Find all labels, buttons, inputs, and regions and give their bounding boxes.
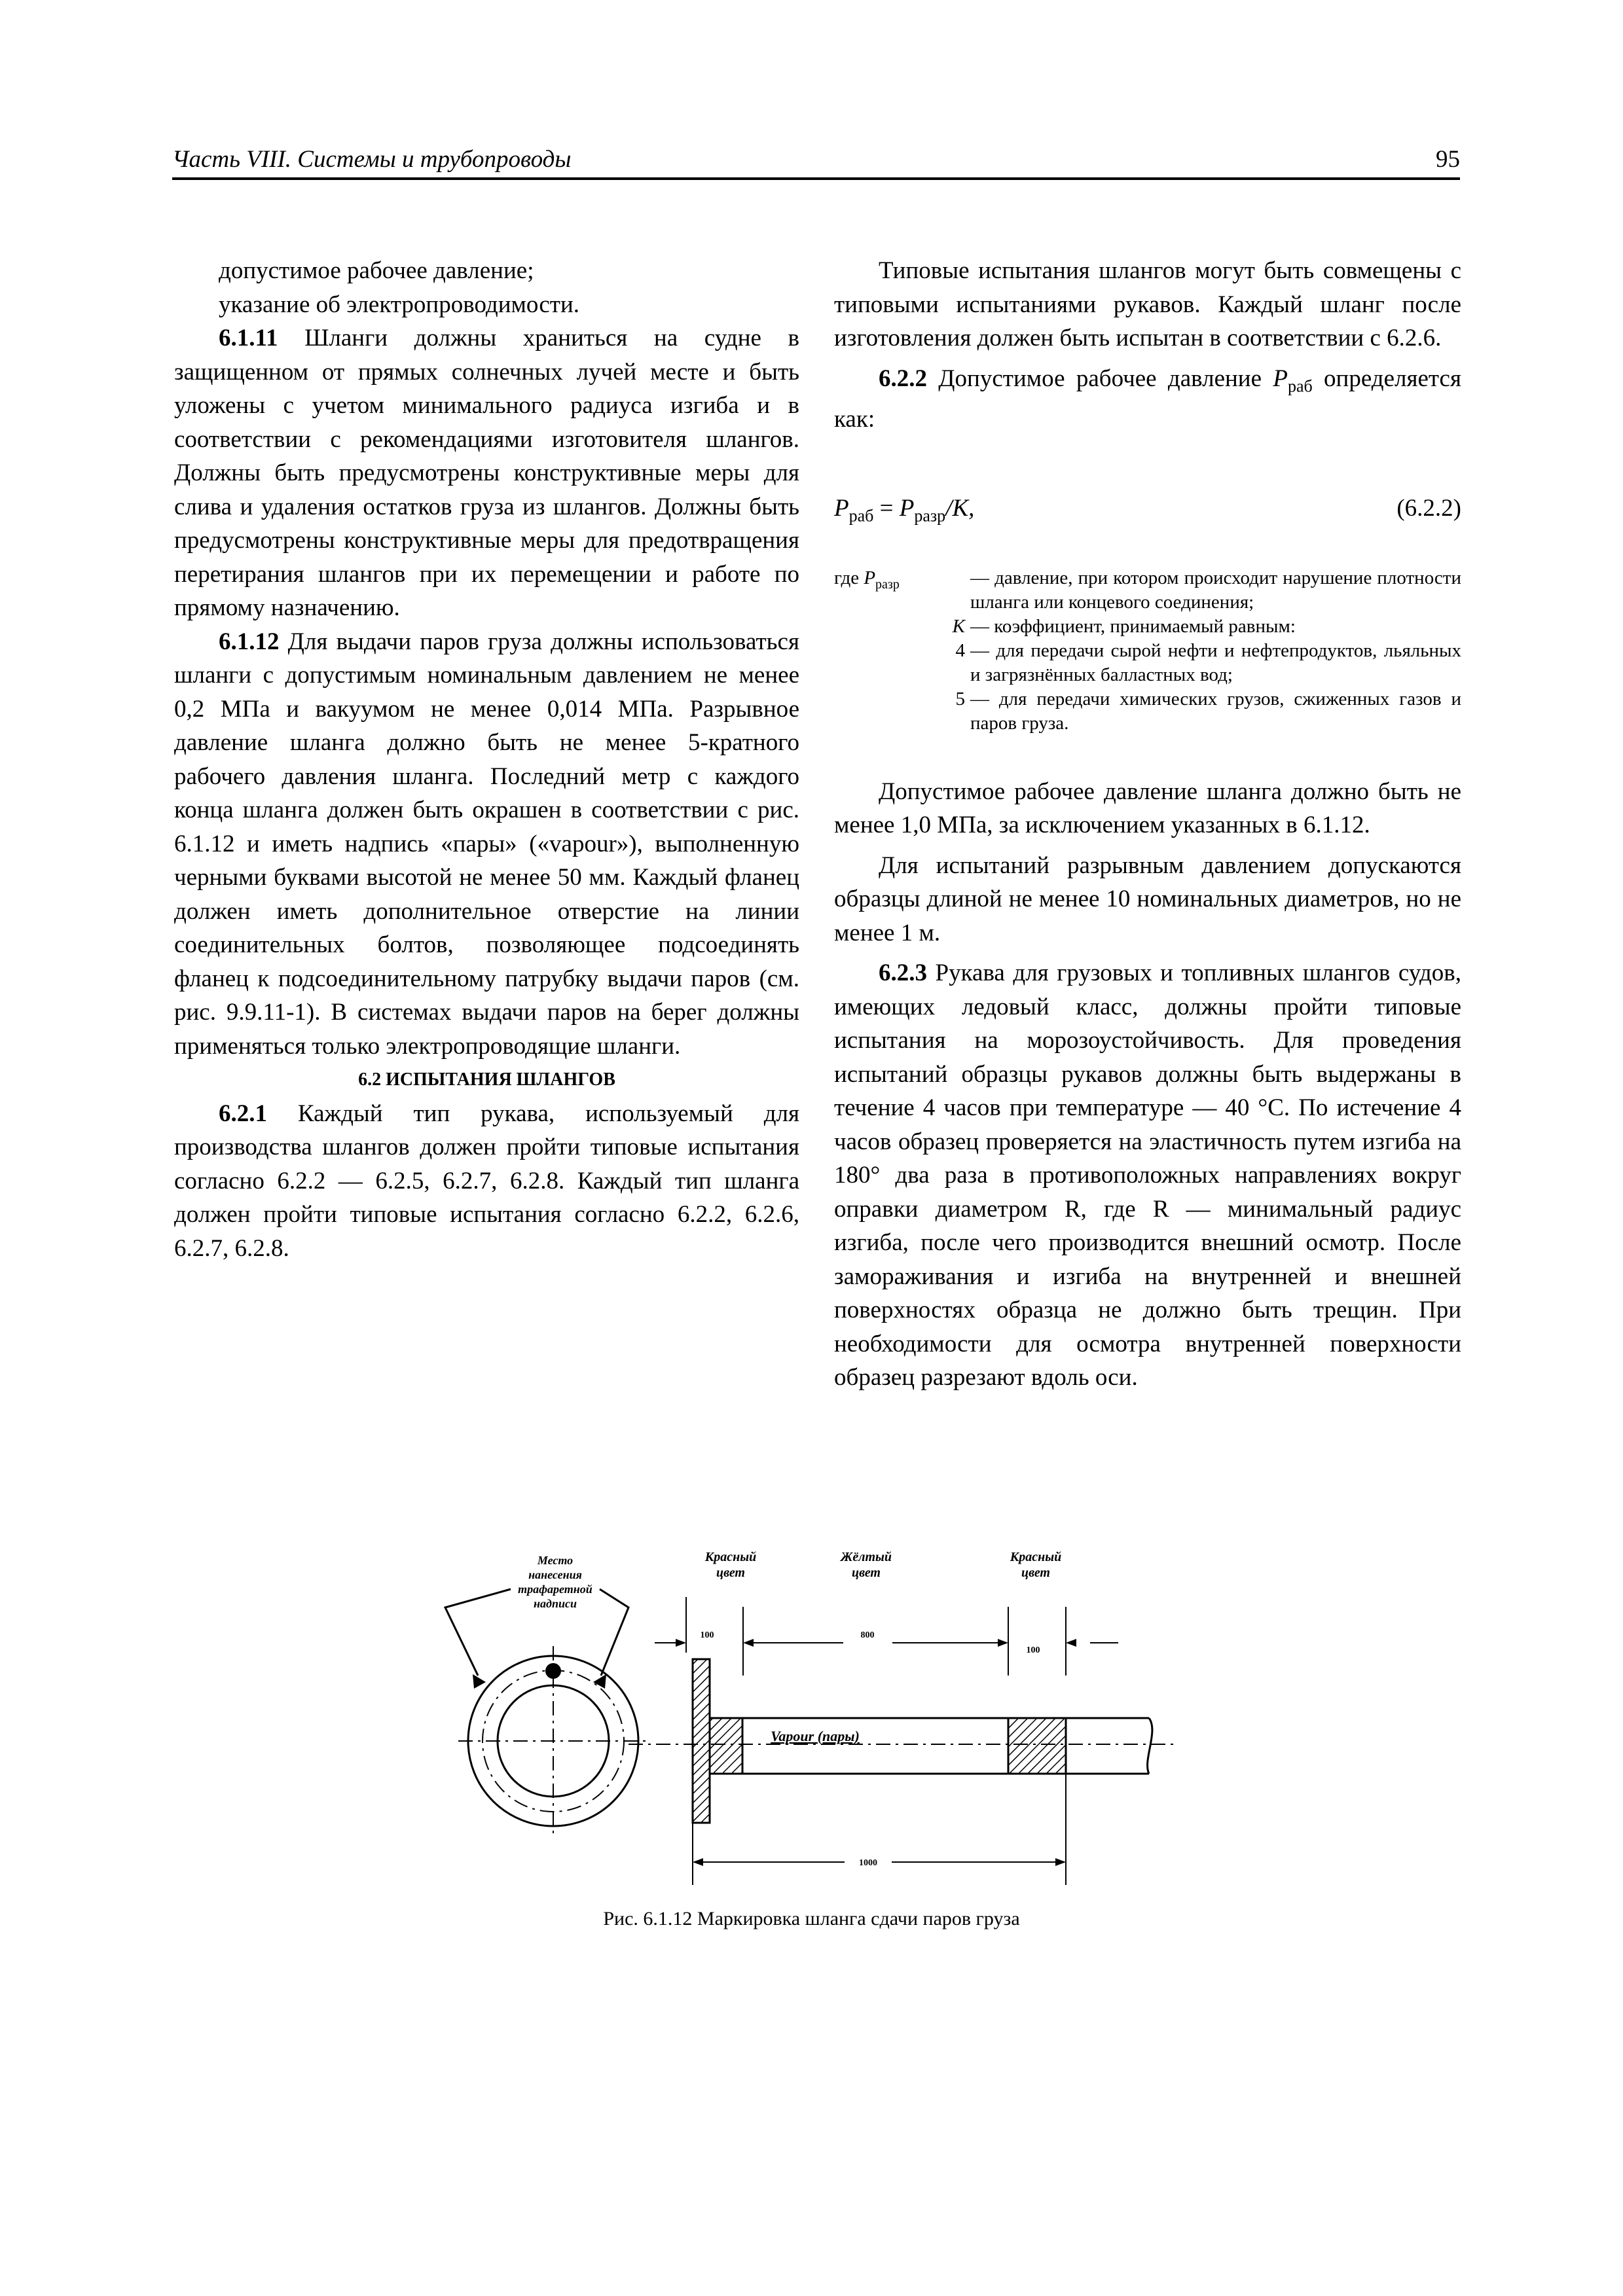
legend-row xyxy=(834,566,1461,615)
paragraph-after-2: Для испытаний разрывным давлением допускаются образцы длиной не менее 10 номинальных диаметров, но не менее 1 м. xyxy=(834,852,1461,946)
color-labels xyxy=(704,1550,1062,1580)
legend-key xyxy=(834,566,970,615)
dimension-label: 1000 xyxy=(859,1858,877,1868)
figure-drawing xyxy=(432,1545,1178,1885)
formula-subscript: разр xyxy=(914,506,946,526)
clause-text: Допустимое рабочее давление xyxy=(927,365,1273,392)
dimension-label: 800 xyxy=(860,1630,875,1640)
color-label: цвет xyxy=(716,1566,745,1580)
header-rule xyxy=(172,177,1460,180)
legend-symbol: K xyxy=(952,615,965,637)
formula-expression xyxy=(834,492,974,533)
color-label: цвет xyxy=(852,1566,881,1580)
flange-side-view xyxy=(693,1659,710,1823)
clause-text: Каждый тип рукава, используемый для производства шлангов должен пройти типовые испытания согласно 6.2.2 — 6.2.5, 6.2.7, 6.2.8. Каждый тип шланга должен пройти типовые испытания согласно 6.2.2, 6.2.6, 6.2.7, 6.2.8. xyxy=(174,1100,799,1262)
red-band-left xyxy=(710,1718,742,1774)
symbol: P xyxy=(1273,365,1288,392)
paragraph-intro: Типовые испытания шлангов могут быть совмещены с типовыми испытаниями рукавов. Каждый шланг после изготовления должен быть испытан в соответствии с 6.2.6. xyxy=(834,257,1461,351)
formula-number: (6.2.2) xyxy=(1396,494,1461,522)
clause-text: Шланги должны храниться на судне в защищенном от прямых солнечных лучей месте и быть уложены с учетом минимального радиуса изгиба и в соответствии с рекомендациями изготовителя шлангов. Должны быть предусмотрены конструктивные меры для слива и удаления остатков груза из шлангов. Должны быть предусмотрены конструктивные меры для предотвращения перетирания шлангов при их перемещении и работе по прямому назначению. xyxy=(174,325,799,621)
formula-symbol: P xyxy=(834,494,849,522)
symbol-subscript: раб xyxy=(1287,376,1313,395)
legend-row xyxy=(834,687,1461,736)
clause-number: 6.1.12 xyxy=(219,628,280,655)
stencil-label xyxy=(518,1554,593,1610)
formula-subscript: раб xyxy=(848,506,874,526)
figure-caption: Рис. 6.1.12 Маркировка шланга сдачи паров груза xyxy=(603,1908,1020,1929)
hose-marking-figure xyxy=(432,1545,1178,1885)
paragraph-line: допустимое рабочее давление; xyxy=(219,257,534,284)
formula-legend xyxy=(834,566,1461,736)
paragraph-6-2-1 xyxy=(174,1097,799,1266)
legend-key: 4 xyxy=(955,639,965,661)
arrow-head-icon xyxy=(593,1674,606,1689)
paragraph-line: указание об электропроводимости. xyxy=(219,291,579,318)
clause-number: 6.2.3 xyxy=(879,960,927,987)
formula-operator: = xyxy=(873,494,900,522)
legend-label: где xyxy=(834,567,864,588)
clause-number: 6.1.11 xyxy=(219,325,278,351)
legend-symbol: P xyxy=(864,567,876,588)
legend-key: 5 xyxy=(955,688,965,709)
legend-row xyxy=(834,639,1461,687)
legend-key xyxy=(834,615,970,639)
legend-subscript: разр xyxy=(875,577,900,592)
clause-number: 6.2.2 xyxy=(879,365,927,392)
stencil-label-line: трафаретной xyxy=(518,1583,593,1596)
section-title: 6.2 ИСПЫТАНИЯ ШЛАНГОВ xyxy=(358,1069,615,1090)
legend-description: — для передачи химических грузов, сжиженных газов и паров груза. xyxy=(970,688,1461,734)
paragraph-6-2-2 xyxy=(834,362,1461,437)
left-column xyxy=(174,254,799,1265)
hose-side-view xyxy=(629,1718,1178,1774)
color-label: Красный xyxy=(1010,1550,1062,1564)
bottom-dimension xyxy=(693,1774,1066,1885)
paragraph-6-2-3 xyxy=(834,956,1461,1395)
arrow-head-icon xyxy=(473,1674,486,1689)
flange-end-view xyxy=(458,1646,648,1836)
stencil-label-line: надписи xyxy=(534,1597,577,1610)
legend-description: — коэффициент, принимаемый равным: xyxy=(970,615,1296,637)
page-number: 95 xyxy=(1436,146,1460,173)
color-label: цвет xyxy=(1021,1566,1050,1580)
clause-text: Для выдачи паров груза должны использоваться шланги с допустимым номинальным давлением не менее 0,2 МПа и вакуумом не менее 0,014 МПа. Разрывное давление шланга должно быть не менее 5-кратного рабочего давления шланга. Последний метр с каждого конца шланга должен быть окрашен в соответствии с рис. 6.1.12 и иметь надпись «пары» («vapour»), выполненную черными буквами высотой не менее 50 мм. Каждый фланец должен иметь дополнительное отверстие на линии соединительных болтов, позволяющее подсоединять фланец к подсоединительному патрубку выдачи паров (см. рис. 9.9.11-1). В системах выдачи паров на берег должны применяться только электропроводящие шланги. xyxy=(174,628,799,1060)
dimension-label: 100 xyxy=(700,1630,714,1640)
red-band-right xyxy=(1008,1718,1066,1774)
header-title: Часть VIII. Системы и трубопроводы xyxy=(172,146,572,173)
legend-description: — давление, при котором происходит нарушение плотности шланга или концевого соединения; xyxy=(970,567,1461,613)
stencil-label-line: Место xyxy=(537,1554,574,1567)
clause-number: 6.2.1 xyxy=(219,1100,267,1127)
hose-label: Vapour (пары) xyxy=(771,1728,860,1744)
formula-6-2-2 xyxy=(834,492,1461,526)
clause-text: Рукава для грузовых и топливных шлангов судов, имеющих ледовый класс, должны пройти типовые испытания на морозоустойчивость. Для проведения испытаний образцы рукавов должны быть выдержаны в течение 4 часов при температуре — 40 °C. По истечение 4 часов образец проверяется на эластичность путем изгиба на 180° два раза в противоположных направлениях вокруг оправки диаметром R, где R — минимальный радиус изгиба, после чего производится внешний осмотр. После замораживания и изгиба на внутренней и внешней поверхностях образца не должно быть трещин. При необходимости для осмотра внутренней поверхности образец разрезают вдоль оси. xyxy=(834,960,1461,1391)
stencil-label-line: нанесения xyxy=(528,1568,582,1581)
right-column xyxy=(834,254,1461,1395)
legend-description: — для передачи сырой нефти и нефтепродуктов, льяльных и загрязнённых балластных вод; xyxy=(970,639,1461,685)
color-label: Жёлтый xyxy=(840,1550,892,1564)
color-label: Красный xyxy=(704,1550,757,1564)
top-dimensions xyxy=(655,1597,1118,1676)
formula-symbol: P xyxy=(899,494,915,522)
clause-text: определяется как: xyxy=(834,365,1461,433)
formula-tail: /K, xyxy=(945,494,975,522)
paragraph-6-1-12 xyxy=(174,625,799,1064)
running-header xyxy=(172,145,1460,178)
dimension-label: 100 xyxy=(1026,1645,1040,1655)
paragraph-6-1-11 xyxy=(174,321,799,625)
dimension-arrow-icons xyxy=(676,1639,1076,1647)
legend-row xyxy=(834,615,1461,639)
paragraph-after-1: Допустимое рабочее давление шланга должно быть не менее 1,0 МПа, за исключением указанных в 6.1.12. xyxy=(834,778,1461,839)
